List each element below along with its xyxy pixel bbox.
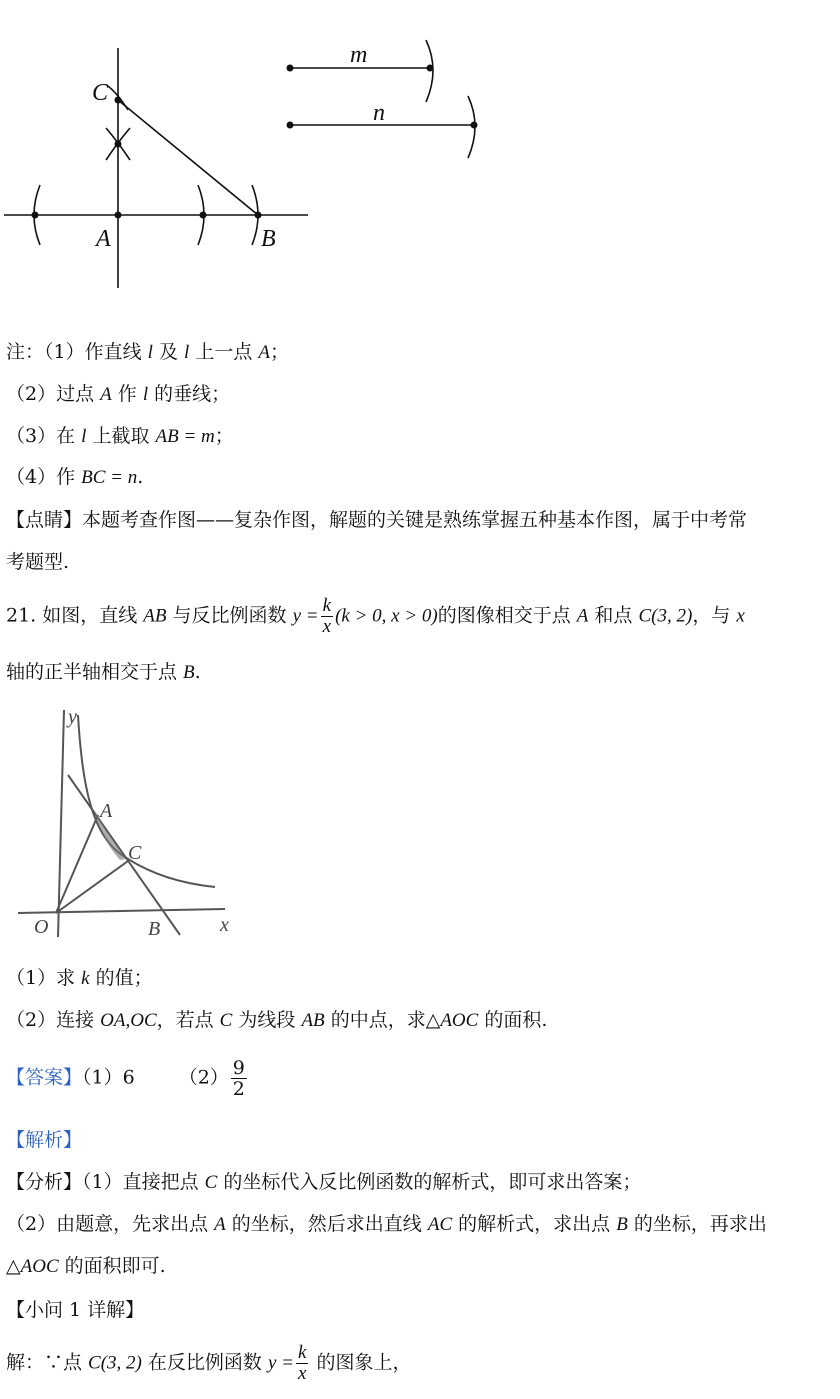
- note-line-1: 注：（1）作直线 l 及 l 上一点 A；: [6, 341, 290, 363]
- fenxi-line-1: 【分析】（1）直接把点 C 的坐标代入反比例函数的解析式，即可求出答案；: [6, 1171, 642, 1193]
- problem-21-line-1: 21. 如图，直线 AB 与反比例函数 y = $\frac{k}{x}$ (k > 0, x > 0)的图像相交于点 A 和点 C(3, 2)，与 x: [6, 595, 745, 637]
- solution-line-1: 解：∵点 C(3, 2) 在反比例函数 y = $\frac{k}{x}$ 的图象上，: [6, 1342, 412, 1384]
- jiexi-label: 【解析】: [6, 1129, 83, 1151]
- solution-fraction: $\frac{k}{x}$: [297, 1342, 307, 1384]
- dianjing-line-2: 考题型.: [6, 551, 70, 573]
- construction-figure: [0, 30, 500, 330]
- label-a: A: [96, 226, 111, 252]
- xiaowen-heading: 【小问 1 详解】: [6, 1299, 145, 1321]
- answer-label: 【答案】: [6, 1066, 83, 1089]
- graph-label-x: x: [220, 914, 229, 936]
- dianjing-line-1: 【点睛】本题考查作图——复杂作图，解题的关键是熟练掌握五种基本作图，属于中考常: [6, 509, 748, 531]
- graph-label-o: O: [34, 916, 49, 938]
- label-m: m: [350, 42, 368, 68]
- problem-21-line-2: 轴的正半轴相交于点 B.: [6, 661, 201, 683]
- fenxi-line-3: △AOC 的面积即可.: [6, 1255, 166, 1277]
- hyperbola-curve: [78, 715, 215, 887]
- answer-line: 【答案】（1）6 （2） $\frac{9}{2}$: [6, 1057, 245, 1100]
- x-axis: [18, 909, 225, 913]
- question-2: （2）连接 OA,OC，若点 C 为线段 AB 的中点，求△AOC 的面积.: [6, 1009, 548, 1031]
- graph-label-a: A: [100, 800, 113, 822]
- note-line-2: （2）过点 A 作 l 的垂线；: [6, 383, 231, 405]
- label-c: C: [92, 80, 109, 106]
- fraction-k-over-x: $\frac{k}{x}$: [322, 595, 332, 637]
- graph-label-b: B: [148, 918, 161, 940]
- label-b: B: [261, 226, 276, 252]
- segment-cb: [118, 100, 258, 215]
- graph-label-y: y: [68, 706, 77, 728]
- label-n: n: [373, 100, 385, 126]
- fenxi-line-2: （2）由题意，先求出点 A 的坐标，然后求出直线 AC 的解析式，求出点 B 的坐标，再求出: [6, 1213, 767, 1235]
- question-1: （1）求 k 的值；: [6, 967, 153, 989]
- graph-figure: [10, 705, 250, 945]
- answer-fraction: $\frac{9}{2}$: [232, 1057, 245, 1100]
- graph-label-c: C: [128, 842, 142, 864]
- note-line-3: （3）在 l 上截取 AB = m；: [6, 425, 234, 447]
- note-line-4: （4）作 BC = n.: [6, 466, 144, 488]
